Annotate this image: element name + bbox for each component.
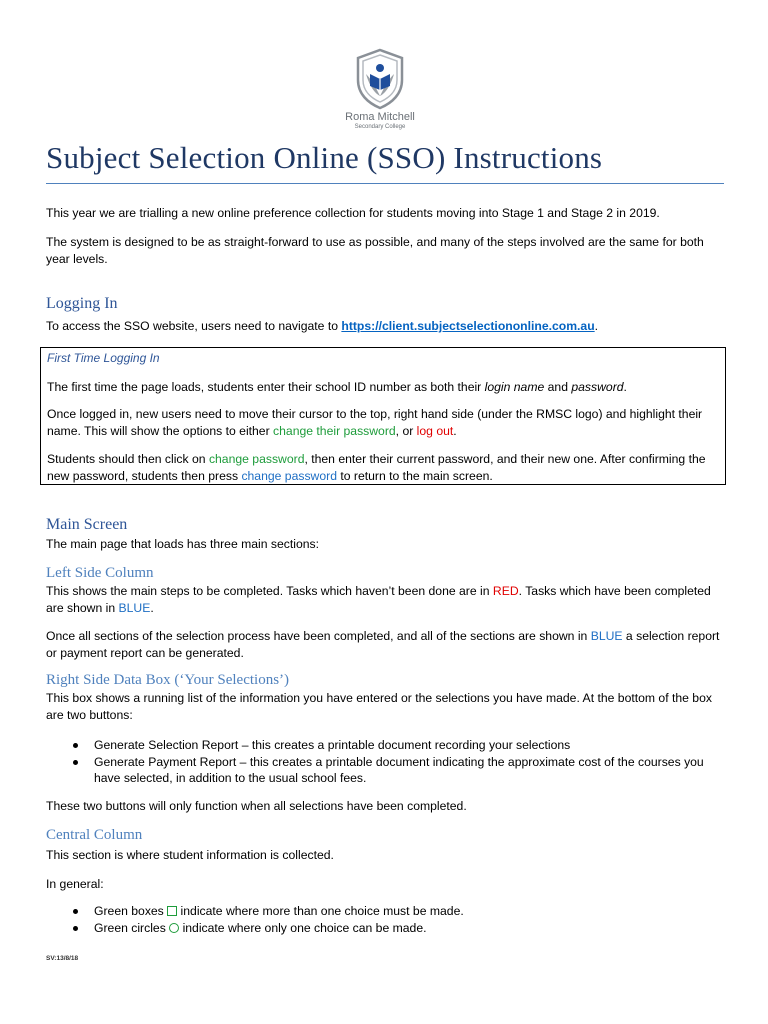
logo-school-subtitle: Secondary College	[354, 124, 406, 130]
report-buttons-list	[70, 737, 720, 787]
sso-website-link[interactable]: https://client.subjectselectiononline.com.au	[341, 319, 595, 333]
blue-term: BLUE	[590, 629, 623, 643]
password-term: password	[571, 380, 624, 394]
green-square-icon	[167, 906, 177, 916]
list-item-text: Green boxes	[94, 904, 168, 918]
list-item-text: Generate Payment Report – this creates a printable document indicating the approximate cost of the courses you have selected, in addition to the usual school fees.	[94, 754, 704, 785]
text-run: The first time the page loads, students enter their school ID number as both their	[47, 380, 485, 394]
log-out-term: log out	[416, 423, 454, 438]
logo-school-name: Roma Mitchell	[345, 111, 415, 123]
logging-in-text-end: .	[594, 319, 599, 333]
logging-in-text: To access the SSO website, users need to navigate to	[46, 319, 342, 333]
bullet-icon	[73, 926, 78, 931]
text-run: , then enter their current password, and their new one. After confirming the new password, students then press	[47, 452, 706, 483]
text-run: Once all sections of the selection process have been completed, and all of the sections are shown in	[46, 629, 591, 643]
heading-left-side-column: Left Side Column	[46, 565, 154, 581]
central-column-paragraph-1: This section is where student information is collected.	[46, 848, 334, 862]
indicator-list	[70, 903, 720, 936]
change-password-term: change password	[208, 452, 305, 466]
first-time-paragraph-2	[47, 406, 717, 439]
heading-logging-in: Logging In	[46, 295, 118, 312]
left-column-paragraph-2	[46, 628, 726, 661]
text-run: Once logged in, new users need to move their cursor to the top, right hand side (under the RMSC logo) and highlight their name. This will show the options to either	[47, 407, 703, 438]
left-column-paragraph-1	[46, 583, 726, 616]
main-screen-paragraph: The main page that loads has three main sections:	[46, 537, 320, 551]
title-divider	[46, 183, 724, 184]
list-item	[70, 920, 720, 937]
heading-main-screen: Main Screen	[46, 516, 128, 533]
version-footer: SV:13/8/18	[46, 955, 79, 962]
list-item	[70, 754, 720, 787]
red-term: RED	[492, 584, 519, 598]
list-item-text: Generate Selection Report – this creates a printable document recording your selections	[94, 738, 571, 752]
list-item	[70, 903, 720, 920]
text-run: This shows the main steps to be completed. Tasks which haven’t been done are in	[46, 584, 493, 598]
first-time-login-box	[40, 347, 726, 485]
first-time-login-title: First Time Logging In	[47, 351, 160, 365]
logging-in-paragraph	[46, 318, 726, 335]
heading-central-column: Central Column	[46, 827, 143, 843]
page-title: Subject Selection Online (SSO) Instructions	[46, 140, 603, 175]
text-run: .	[623, 380, 627, 394]
central-column-paragraph-2: In general:	[46, 877, 104, 891]
bullet-icon	[73, 743, 78, 748]
text-run: a selection report or payment report can be generated.	[46, 629, 720, 660]
list-item-text: indicate where only one choice can be made.	[179, 920, 427, 935]
text-run: . Tasks which have been completed are shown in	[46, 584, 711, 615]
bullet-icon	[73, 909, 78, 914]
green-circle-icon	[169, 923, 179, 933]
bullet-icon	[73, 760, 78, 765]
text-run: .	[150, 600, 154, 615]
school-crest-icon	[356, 48, 404, 110]
list-item-text: indicate where more than one choice must be made.	[177, 904, 464, 918]
change-password-term: change their password	[273, 423, 396, 438]
heading-right-side-data-box: Right Side Data Box (‘Your Selections’)	[46, 672, 290, 688]
intro-paragraph-1: This year we are trialling a new online preference collection for students moving into Stage 1 and Stage 2 in 2019.	[46, 206, 660, 220]
school-logo	[340, 48, 420, 131]
list-item-text: Green circles	[94, 920, 170, 935]
list-item	[70, 737, 720, 754]
change-password-term: change password	[241, 468, 337, 483]
text-run: , or	[395, 423, 417, 438]
first-time-paragraph-3	[47, 451, 717, 484]
right-box-paragraph-1: This box shows a running list of the information you have entered or the selections you have made. At the bottom of the box are two buttons:	[46, 691, 712, 722]
intro-paragraph-2: The system is designed to be as straight-forward to use as possible, and many of the steps involved are the same for both year levels.	[46, 235, 704, 266]
right-box-paragraph-2: These two buttons will only function when all selections have been completed.	[46, 799, 467, 813]
text-run: Students should then click on	[47, 452, 209, 466]
text-run: .	[453, 423, 457, 438]
text-run: and	[544, 380, 572, 394]
text-run: to return to the main screen.	[336, 468, 493, 483]
blue-term: BLUE	[118, 600, 151, 615]
first-time-paragraph-1	[47, 379, 717, 396]
login-name-term: login name	[484, 380, 545, 394]
